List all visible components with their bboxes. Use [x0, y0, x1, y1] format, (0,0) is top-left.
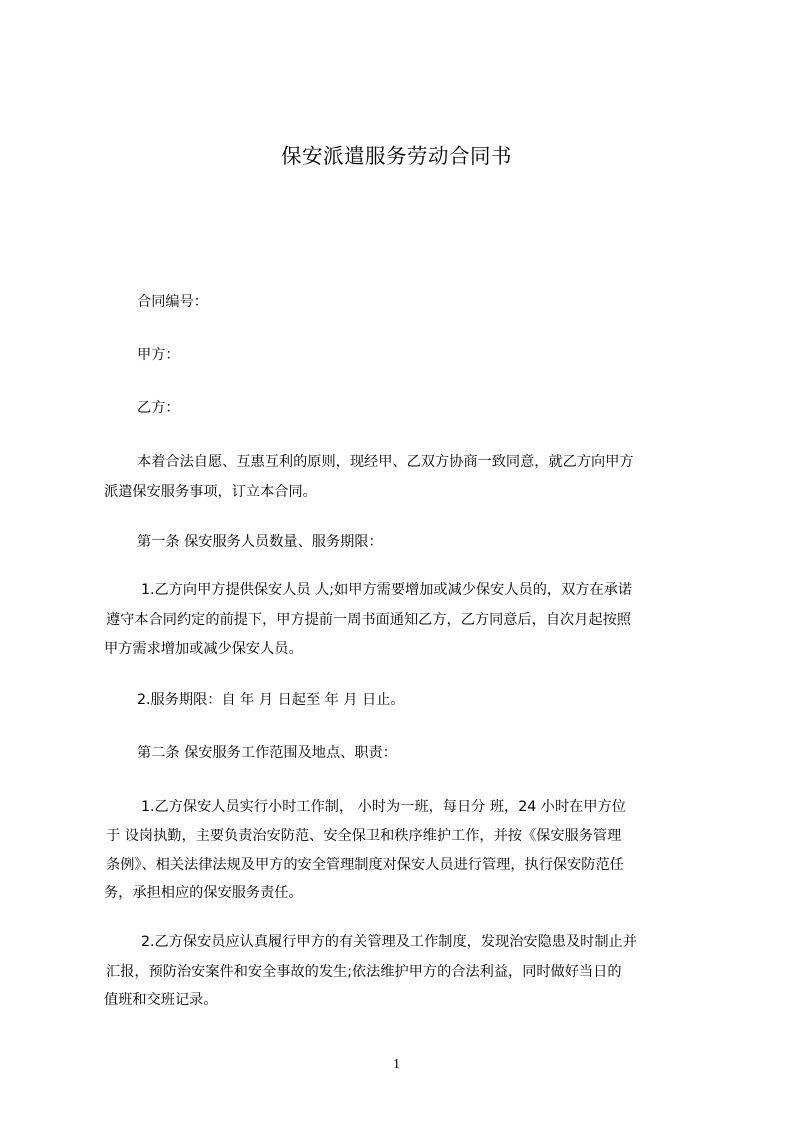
preamble-line: 派遣保安服务事项，订立本合同。 [104, 484, 317, 500]
article2-item1-line: 条例》、相关法律法规及甲方的安全管理制度对保安人员进行管理，执行保安防范任 [106, 857, 624, 873]
party-b-label: 乙方： [137, 400, 180, 416]
page-number: 1 [393, 1057, 400, 1072]
article2-heading: 第二条 保安服务工作范围及地点、职责： [137, 745, 397, 761]
article1-item1-line: 1.乙方向甲方提供保安人员 人;如甲方需要增加或减少保安人员的，双方在承诺 [141, 582, 633, 598]
article2-item2-line: 值班和交班记录。 [104, 992, 218, 1008]
article1-item1-line: 甲方需求增加或减少保安人员。 [104, 641, 303, 657]
party-a-label: 甲方： [137, 347, 180, 363]
article2-item2-line: 汇报，预防治安案件和安全事故的发生;依法维护甲方的合法利益，同时做好当日的 [106, 964, 622, 980]
article2-item2-line: 2.乙方保安员应认真履行甲方的有关管理及工作制度，发现治安隐患及时制止并 [141, 934, 637, 950]
document-title: 保安派遣服务劳动合同书 [281, 144, 512, 168]
article2-item1-line: 1.乙方保安人员实行小时工作制， 小时为一班，每日分 班，24 小时在甲方位 [141, 799, 626, 815]
contract-number-label: 合同编号： [137, 294, 208, 310]
article2-item1-line: 务，承担相应的保安服务责任。 [104, 885, 303, 901]
article1-item2: 2.服务期限：自 年 月 日起至 年 月 日止。 [137, 692, 405, 708]
article1-heading: 第一条 保安服务人员数量、服务期限： [137, 534, 383, 550]
article1-item1-line: 遵守本合同约定的前提下，甲方提前一周书面通知乙方，乙方同意后，自次月起按照 [106, 612, 631, 628]
article2-item1-line: 于 设岗执勤，主要负责治安防范、安全保卫和秩序维护工作，并按《保安服务管理 [106, 828, 622, 844]
preamble-line: 本着合法自愿、互惠互利的原则，现经甲、乙双方协商一致同意，就乙方向甲方 [137, 454, 634, 470]
